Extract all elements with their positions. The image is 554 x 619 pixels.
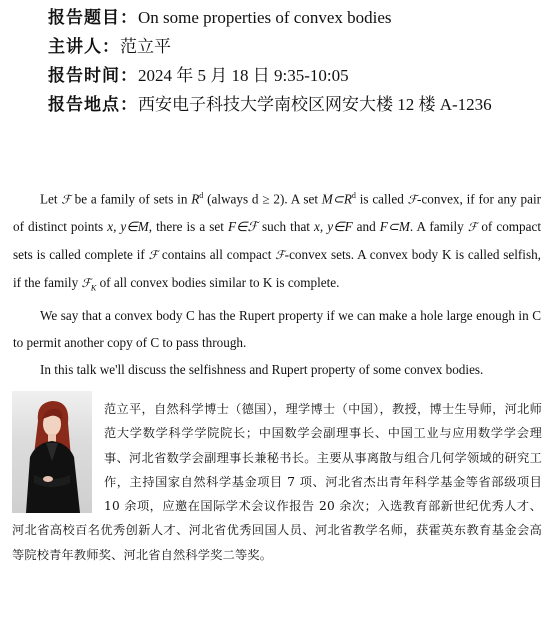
speaker-bio: [12, 397, 542, 567]
abstract: [13, 182, 541, 383]
title-value: On some properties of convex bodies: [138, 8, 392, 27]
speaker-row: [48, 37, 171, 57]
time-row: [48, 66, 349, 86]
bio-text: 范立平，自然科学博士（德国），理学博士（中国），教授，博士生导师，河北师范大学数学科学学院院长；中国数学会副理事长、中国工业与应用数学学会理事、河北省数学会副理事长兼秘书长。主要从事离散与组合几何学领域的研究工作，主持国家自然科学基金项目 7 项、河北省杰出青年科学基金等省部级项目 10 余项，应邀在国际学术会议作报告 20 余次；入选教育部新世纪优秀人才、河北省高校百名优秀创新人才、河北省优秀回国人员、河北省教学名师，获霍英东教育基金会高等院校青年教师奖、河北省自然科学奖二等奖。: [12, 402, 542, 562]
place-value: 西安电子科技大学南校区网安大楼 12 楼 A-1236: [138, 95, 492, 114]
speaker-value: 范立平: [120, 37, 171, 56]
title-label: 报告题目：: [48, 8, 138, 28]
place-row: [48, 95, 492, 115]
time-label: 报告时间：: [48, 66, 138, 86]
time-value: 2024 年 5 月 18 日 9:35-10:05: [138, 66, 349, 85]
place-label: 报告地点：: [48, 95, 138, 115]
abstract-paragraph-2: We say that a convex body C has the Rupert property if we can make a hole large enough in C to permit another copy of C to pass through.: [13, 308, 541, 351]
abstract-paragraph-1: Let ℱ be a family of sets in $R^d$ (always d ≥ 2). A set $M\subset R^d$ is called ℱ-convex, if for any pair of distinct points x, y∈M, there is a set F∈ℱ such that x, y∈F and F⊂M. A family ℱ of compact sets is called complete if ℱ contains all compact ℱ-convex sets. A convex body K is called selfish, if the family ℱ$_K$ of all convex bodies similar to K is complete.: [13, 191, 542, 294]
photo-spacer: [12, 397, 104, 517]
abstract-paragraph-3: In this talk we'll discuss the selfishness and Rupert property of some convex bodies.: [40, 362, 484, 378]
speaker-label: 主讲人：: [48, 37, 120, 57]
title-row: [48, 8, 392, 28]
